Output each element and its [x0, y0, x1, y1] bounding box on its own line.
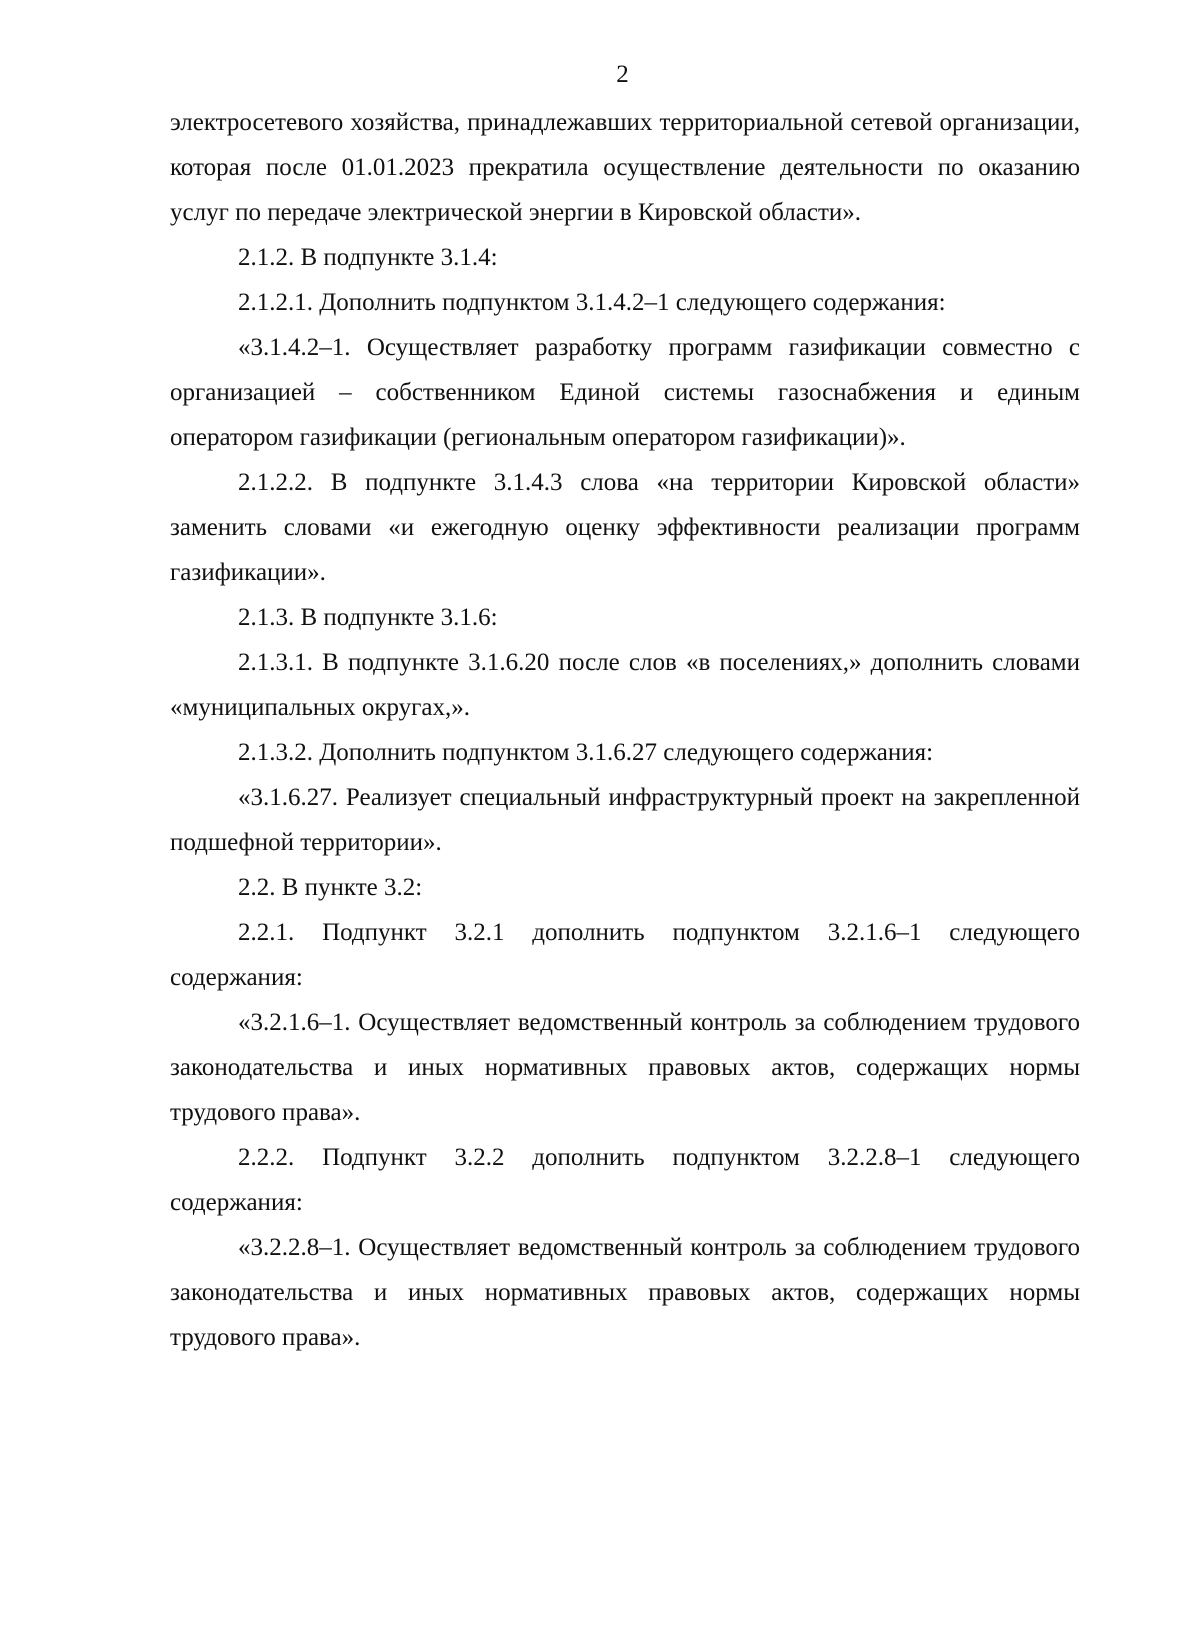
- paragraph: 2.2.2. Подпункт 3.2.2 дополнить подпунктом 3.2.2.8–1 следующего содержания:: [170, 1144, 1080, 1216]
- paragraph: 2.1.2. В подпункте 3.1.4:: [238, 244, 498, 271]
- paragraph: «3.1.4.2–1. Осуществляет разработку программ газификации совместно с организацией – собственником Единой системы газоснабжения и единым оператором газификации (региональным оператором газификации)».: [170, 334, 1080, 451]
- paragraph: 2.1.2.2. В подпункте 3.1.4.3 слова «на территории Кировской области» заменить словами «и ежегодную оценку эффективности реализации программ газификации».: [170, 469, 1080, 586]
- paragraph: 2.1.2.1. Дополнить подпунктом 3.1.4.2–1 следующего содержания:: [238, 289, 946, 316]
- paragraph: 2.1.3.2. Дополнить подпунктом 3.1.6.27 следующего содержания:: [238, 739, 934, 766]
- paragraph: 2.2. В пункте 3.2:: [238, 874, 423, 901]
- paragraph: электросетевого хозяйства, принадлежавших территориальной сетевой организации, которая после 01.01.2023 прекратила осуществление деятельности по оказанию услуг по передаче электрической энергии в Кировской области».: [170, 109, 1080, 226]
- paragraph: 2.1.3.1. В подпункте 3.1.6.20 после слов «в поселениях,» дополнить словами «муниципальных округах,».: [170, 649, 1080, 721]
- paragraph: «3.1.6.27. Реализует специальный инфраструктурный проект на закрепленной подшефной территории».: [170, 784, 1080, 856]
- paragraph: «3.2.2.8–1. Осуществляет ведомственный контроль за соблюдением трудового законодательства и иных нормативных правовых актов, содержащих нормы трудового права».: [170, 1234, 1080, 1351]
- paragraph: 2.2.1. Подпункт 3.2.1 дополнить подпунктом 3.2.1.6–1 следующего содержания:: [170, 919, 1080, 991]
- paragraph: «3.2.1.6–1. Осуществляет ведомственный контроль за соблюдением трудового законодательства и иных нормативных правовых актов, содержащих нормы трудового права».: [170, 1009, 1080, 1126]
- paragraph: 2.1.3. В подпункте 3.1.6:: [238, 604, 498, 631]
- document-body: [170, 100, 1080, 1360]
- page-number: 2: [616, 61, 629, 88]
